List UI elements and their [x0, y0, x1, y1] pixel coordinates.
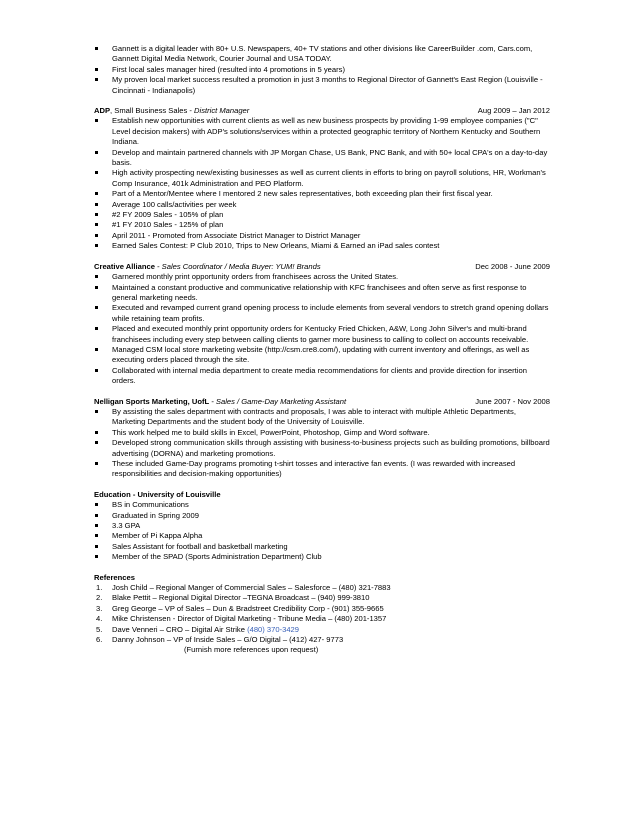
bullet-item: Placed and executed monthly print opportunity orders for Kentucky Fried Chicken, A&W, Long John Silver's and multi-brand franchisees including every step between calling clients to garner more business to calling to collect on accounts receivable.: [94, 324, 550, 345]
adp-section: [94, 106, 550, 252]
bullet-icon: [94, 407, 112, 428]
bullet-item: Establish new opportunities with current clients as well as new business prospects by providing 1-99 employee companies ("C" Level decision makers) with ADP's solutions/services within a protected geographic territory of Northern Kentucky and Southern Indiana.: [94, 116, 550, 147]
bullet-icon: [94, 241, 112, 251]
bullet-icon: [94, 231, 112, 241]
bullet-icon: [94, 366, 112, 387]
bullet-item: Graduated in Spring 2009: [94, 511, 550, 521]
bullet-icon: [94, 428, 112, 438]
bullet-icon: [94, 459, 112, 480]
bullet-item: This work helped me to build skills in Excel, PowerPoint, Photoshop, Gimp and Word software.: [94, 428, 550, 438]
bullet-icon: [94, 345, 112, 366]
nelligan-section: [94, 397, 550, 480]
bullet-item: 3.3 GPA: [94, 521, 550, 531]
bullet-item: Develop and maintain partnered channels with JP Morgan Chase, US Bank, PNC Bank, and with 50+ local CPA's on a day-to-day basis.: [94, 148, 550, 169]
creative-alliance-section: [94, 262, 550, 387]
bullet-item: First local sales manager hired (resulted into 4 promotions in 5 years): [94, 65, 550, 75]
education-section: [94, 490, 550, 563]
company-name: Nelligan Sports Marketing, UofL: [94, 396, 210, 406]
reference-item: 3. Greg George – VP of Sales – Dun & Bradstreet Credibility Corp - (901) 355-9665: [96, 603, 384, 613]
education-heading: Education - University of Louisville: [94, 489, 221, 499]
bullet-icon: [94, 168, 112, 189]
bullet-icon: [94, 283, 112, 304]
bullet-icon: [94, 542, 112, 552]
bullet-icon: [94, 65, 112, 75]
job-header: [94, 397, 550, 407]
bullet-item: Member of the SPAD (Sports Administration Department) Club: [94, 552, 550, 562]
bullet-item: #2 FY 2009 Sales - 105% of plan: [94, 210, 550, 220]
bullet-item: Part of a Mentor/Mentee where I mentored 2 new sales representatives, both exceeding plan their first fiscal year.: [94, 189, 550, 199]
job-dates: June 2007 - Nov 2008: [475, 396, 550, 406]
bullet-item: My proven local market success resulted a promotion in just 3 months to Regional Director of Gannett's East Region (Louisville - Cincinnati - Indianapolis): [94, 75, 550, 96]
bullet-icon: [94, 303, 112, 324]
intro-section: [94, 44, 550, 96]
job-dates: Dec 2008 - June 2009: [475, 261, 550, 271]
bullet-icon: [94, 511, 112, 521]
bullet-icon: [94, 438, 112, 459]
bullet-item: Collaborated with internal media department to create media recommendations for clients and provide direction for insertion orders.: [94, 366, 550, 387]
job-header: [94, 106, 550, 116]
references-note: (Furnish more references upon request): [184, 645, 319, 655]
reference-phone: (480) 370-3429: [247, 624, 299, 634]
bullet-icon: [94, 272, 112, 282]
bullet-icon: [94, 220, 112, 230]
bullet-item: Garnered monthly print opportunity orders from franchisees across the United States.: [94, 272, 550, 282]
references-heading: References: [94, 572, 135, 582]
job-role: District Manager: [194, 106, 250, 116]
references-section: [94, 573, 550, 656]
bullet-item: Gannett is a digital leader with 80+ U.S. Newspapers, 40+ TV stations and other divisions like CareerBuilder .com, Cars.com, Gannett Digital Media Network, Courier Journal and USA TODAY.: [94, 44, 550, 65]
reference-item: 5. Dave Venneri – CRO – Digital Air Strike (480) 370-3429: [96, 624, 299, 634]
bullet-item: Maintained a constant productive and communicative relationship with KFC franchisees and often serve as first response to general marketing needs.: [94, 283, 550, 304]
company-name: ADP: [94, 106, 111, 116]
bullet-icon: [94, 148, 112, 169]
job-dates: Aug 2009 – Jan 2012: [477, 106, 550, 116]
bullet-icon: [94, 324, 112, 345]
reference-item: 6. Danny Johnson – VP of Inside Sales – G/O Digital – (412) 427- 9773: [96, 635, 344, 645]
job-header: [94, 262, 550, 272]
bullet-item: Average 100 calls/activities per week: [94, 200, 550, 210]
bullet-icon: [94, 531, 112, 541]
bullet-icon: [94, 210, 112, 220]
bullet-icon: [94, 44, 112, 65]
reference-item: 4. Mike Christensen - Director of Digital Marketing - Tribune Media – (480) 201-1357: [96, 614, 387, 624]
bullet-item: Developed strong communication skills through assisting with business-to-business projects such as building promotions, billboard advertising (DORNA) and marketing promotions.: [94, 438, 550, 459]
bullet-item: Earned Sales Contest: P Club 2010, Trips to New Orleans, Miami & Earned an iPad sales contest: [94, 241, 550, 251]
reference-item: 2. Blake Pettit – Regional Digital Director –TEGNA Broadcast – (940) 999-3810: [96, 593, 370, 603]
bullet-icon: [94, 200, 112, 210]
bullet-item: April 2011 - Promoted from Associate District Manager to District Manager: [94, 231, 550, 241]
bullet-item: Sales Assistant for football and basketball marketing: [94, 542, 550, 552]
bullet-item: #1 FY 2010 Sales - 125% of plan: [94, 220, 550, 230]
job-role: - Sales Coordinator / Media Buyer: YUM! Brands: [154, 261, 321, 271]
bullet-item: Executed and revamped current grand opening process to include elements from several vendors to stretch grand opening dollars while retaining team profits.: [94, 303, 550, 324]
job-role: - Sales / Game-Day Marketing Assistant: [209, 396, 347, 406]
bullet-icon: [94, 75, 112, 96]
bullet-item: Managed CSM local store marketing website (http://csm.cre8.com/), updating with current inventory and offerings, as well as executing orders placed through the site.: [94, 345, 550, 366]
bullet-icon: [94, 521, 112, 531]
bullet-icon: [94, 189, 112, 199]
bullet-icon: [94, 116, 112, 147]
bullet-item: These included Game-Day programs promoting t-shirt tosses and interactive fan events. (I was rewarded with increased responsibilities and decision-making opportunities): [94, 459, 550, 480]
bullet-item: High activity prospecting new/existing businesses as well as current clients in efforts to bring on payroll solutions, HR, Workman's Comp Insurance, 401k Administration and PEO Platform.: [94, 168, 550, 189]
bullet-item: Member of Pi Kappa Alpha: [94, 531, 550, 541]
reference-item: 1. Josh Child – Regional Manger of Commercial Sales – Salesforce – (480) 321-7883: [96, 583, 391, 593]
company-name: Creative Alliance: [94, 261, 155, 271]
bullet-icon: [94, 552, 112, 562]
bullet-icon: [94, 500, 112, 510]
bullet-item: BS in Communications: [94, 500, 550, 510]
resume-document: [94, 44, 550, 656]
company-desc: , Small Business Sales -: [110, 106, 195, 116]
bullet-item: By assisting the sales department with contracts and proposals, I was able to interact with multiple Athletic Departments, Marketing Departments and the student body of the University of Louisville.: [94, 407, 550, 428]
